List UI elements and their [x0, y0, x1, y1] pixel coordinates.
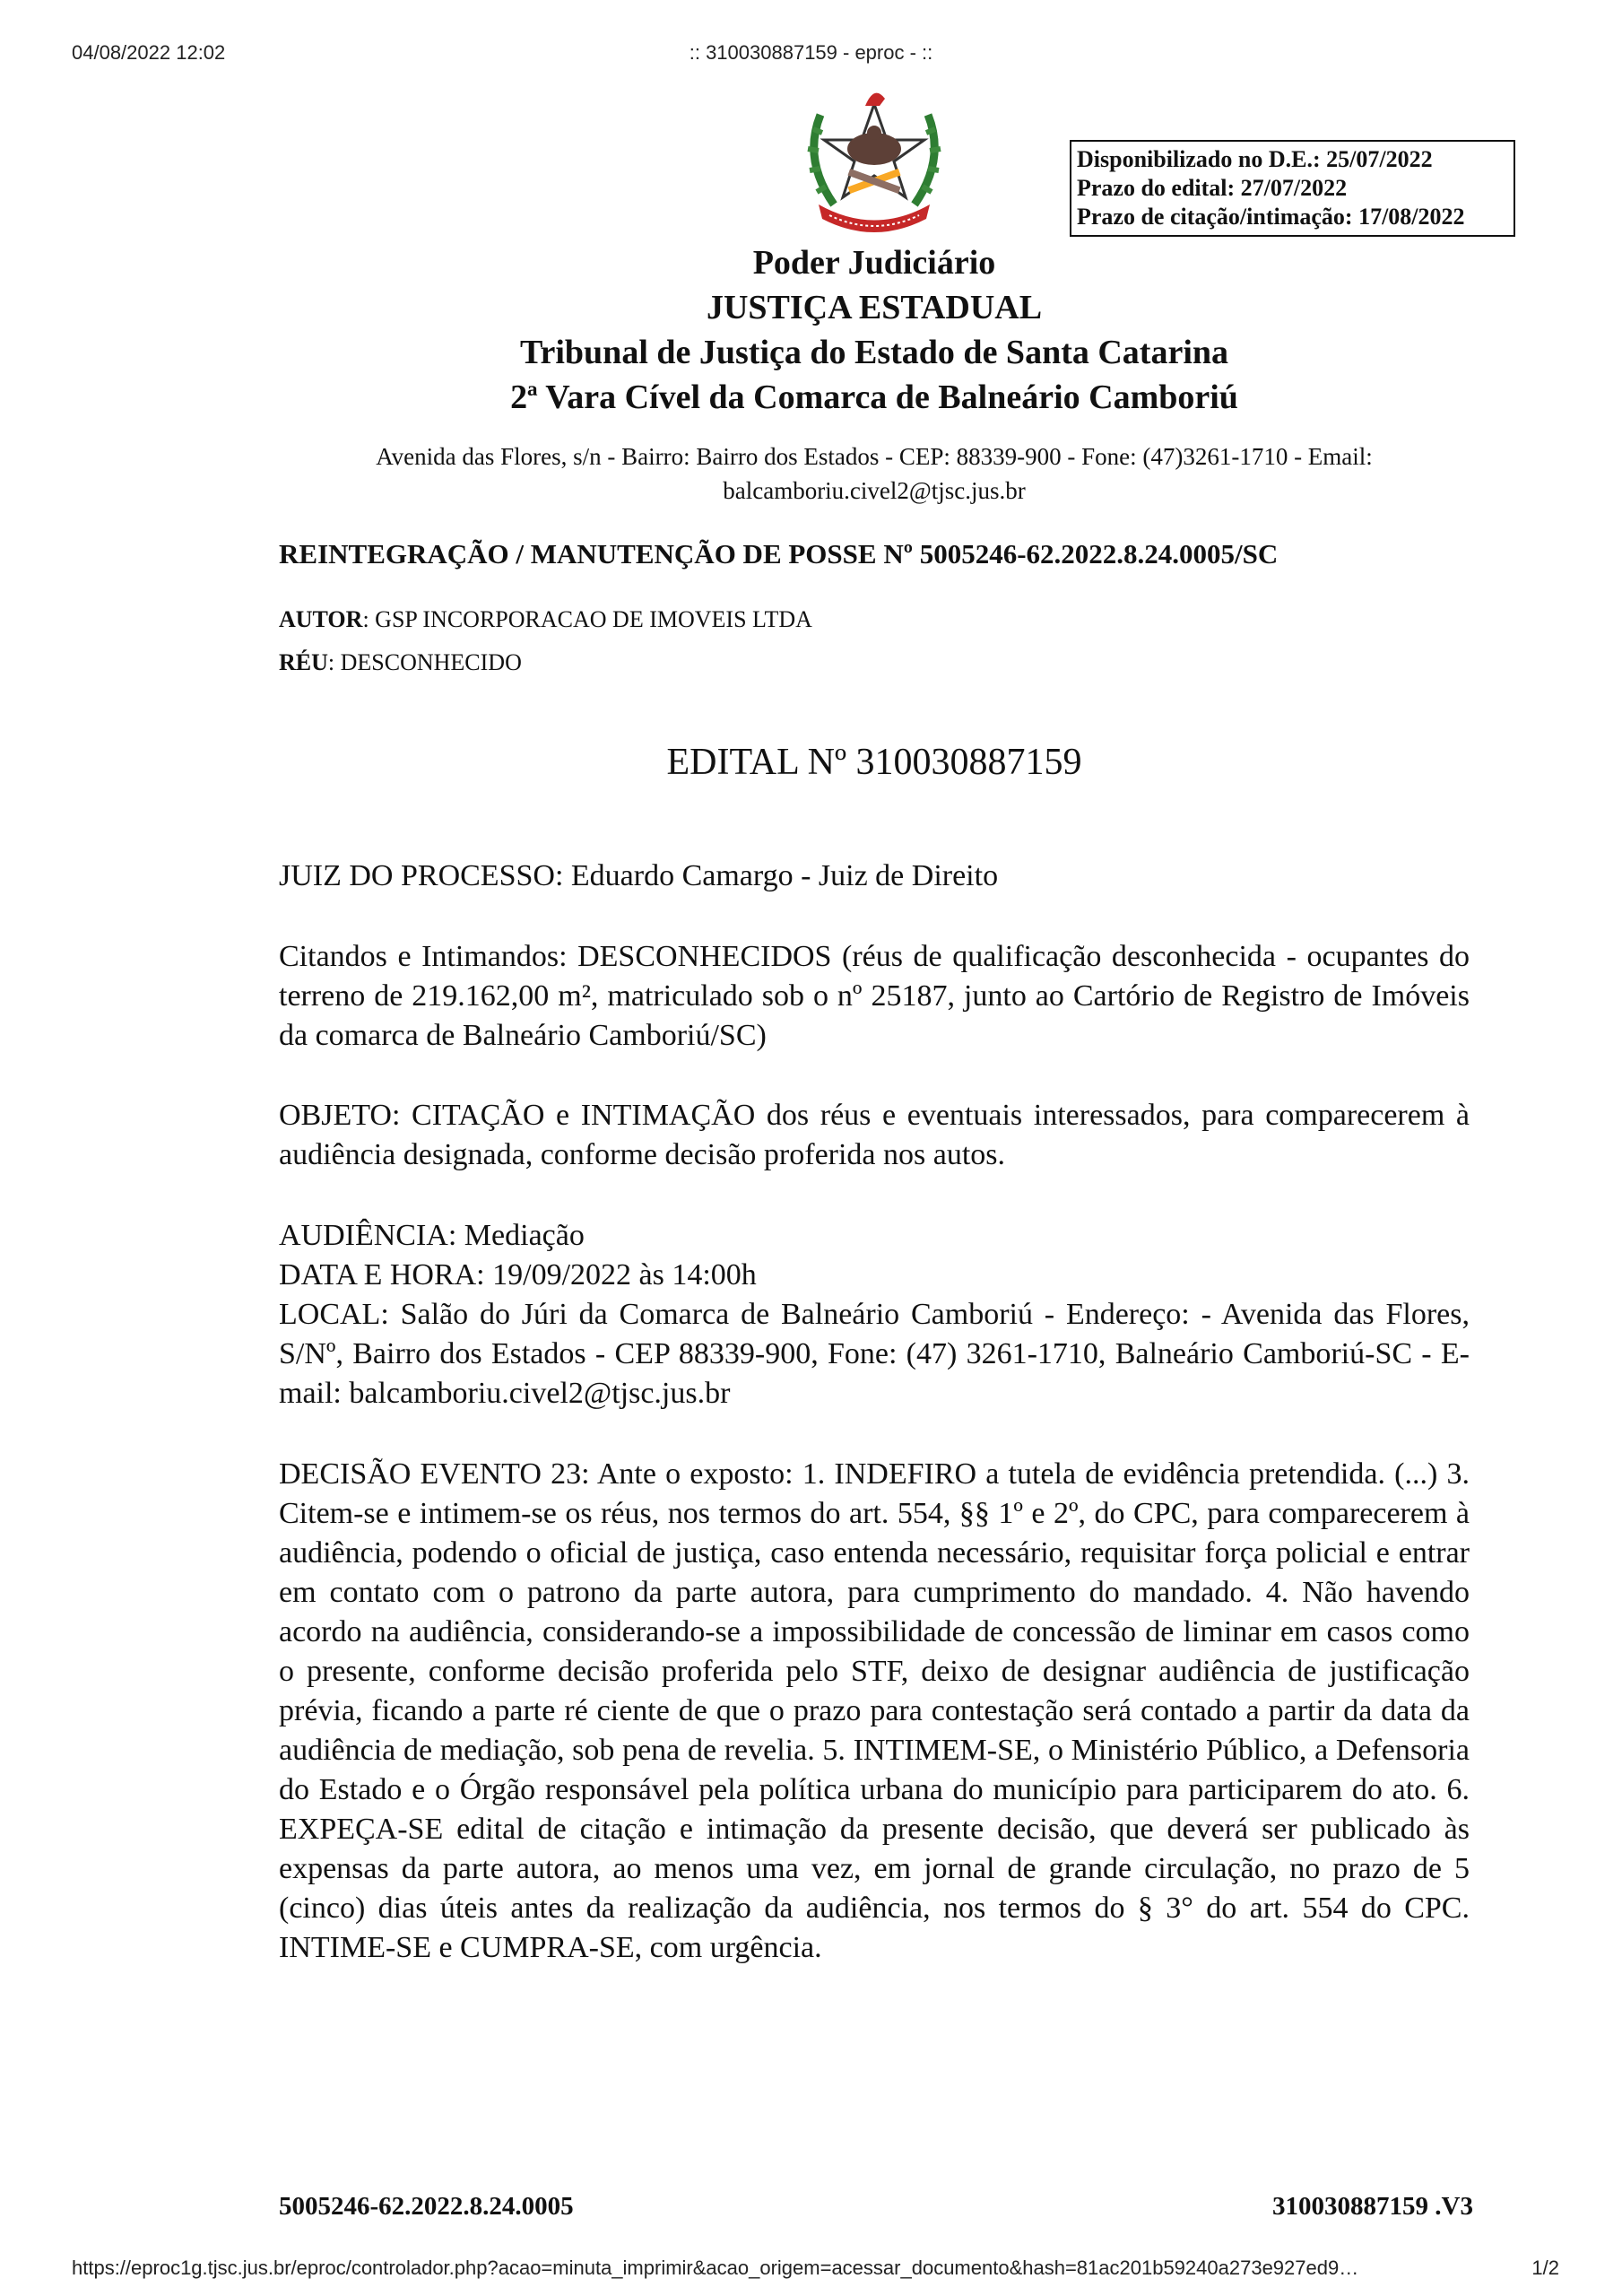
print-url: https://eproc1g.tjsc.jus.br/eproc/controlador.php?acao=minuta_imprimir&acao_origem=acessar_documento&hash=81ac201b59240a273e927ed9… [72, 2257, 1359, 2279]
prazo-citacao-date: Prazo de citação/intimação: 17/08/2022 [1077, 204, 1465, 230]
audiencia-line: AUDIÊNCIA: Mediação [279, 1219, 585, 1252]
print-datetime: 04/08/2022 12:02 [72, 41, 226, 64]
court-address: Avenida das Flores, s/n - Bairro: Bairro dos Estados - CEP: 88339-900 - Fone: (47)3261-1710 - Email: balcamboriu.civel2@tjsc.jus.br [376, 443, 1373, 504]
publication-dates-box [1070, 140, 1515, 237]
autor-line [279, 606, 812, 633]
santa-catarina-coat-of-arms-icon [794, 79, 955, 240]
reu-line [279, 649, 522, 676]
local-line: LOCAL: Salão do Júri da Comarca de Balneário Camboriú - Endereço: - Avenida das Flores, S/Nº, Bairro dos Estados - CEP 88339-900, Fone: (47) 3261-1710, Balneário Camboriú-SC - E-mail: balcamboriu.civel2@tjsc.jus.br [279, 1298, 1470, 1410]
court-line-tribunal: Tribunal de Justiça do Estado de Santa Catarina [519, 334, 1229, 371]
data-hora-line: DATA E HORA: 19/09/2022 às 14:00h [279, 1258, 757, 1292]
disponibilizado-date: Disponibilizado no D.E.: 25/07/2022 [1077, 146, 1433, 172]
objeto-paragraph: OBJETO: CITAÇÃO e INTIMAÇÃO dos réus e eventuais interessados, para comparecerem à audiência designada, conforme decisão proferida nos autos. [279, 1099, 1470, 1171]
audiencia-block [279, 1216, 1470, 1413]
print-page-number: 1/2 [1531, 2257, 1559, 2279]
footer-doc-version: 310030887159 .V3 [1272, 2192, 1473, 2221]
citandos-paragraph: Citandos e Intimandos: DESCONHECIDOS (réus de qualificação desconhecida - ocupantes do terreno de 219.162,00 m², matriculado sob o nº 25187, junto ao Cartório de Registro de Imóveis da comarca de Balneário Camboriú/SC) [279, 940, 1470, 1052]
decisao-paragraph: DECISÃO EVENTO 23: Ante o exposto: 1. INDEFIRO a tutela de evidência pretendida. (...) 3. Citem-se e intimem-se os réus, nos termos do art. 554, §§ 1º e 2º, do CPC, para comparecerem à audiência, podendo o oficial de justiça, caso entenda necessário, requisitar força policial e entrar em contato com o patrono da parte autora, para cumprimento do mandado. 4. Não havendo acordo na audiência, considerando-se a impossibilidade de concessão de liminar em casos como o presente, conforme decisão proferida pelo STF, deixo de designar audiência de justificação prévia, ficando a parte ré ciente de que o prazo para contestação será contado a partir da data da audiência de mediação, sob pena de revelia. 5. INTIMEM-SE, o Ministério Público, a Defensoria do Estado e o Órgão responsável pela política urbana do município para participarem do ato. 6. EXPEÇA-SE edital de citação e intimação da presente decisão, que deverá ser publicado às expensas da parte autora, ao menos uma vez, em jornal de grande circulação, no prazo de 5 (cinco) dias úteis antes da realização da audiência, nos termos do § 3° do art. 554 do CPC. INTIME-SE e CUMPRA-SE, com urgência. [279, 1457, 1470, 1964]
print-page-title: :: 310030887159 - eproc - :: [689, 41, 933, 64]
reu-value: : DESCONHECIDO [327, 649, 522, 675]
court-header [0, 240, 1622, 420]
judge-line: JUIZ DO PROCESSO: Eduardo Camargo - Juiz de Direito [279, 859, 999, 892]
autor-value: : GSP INCORPORACAO DE IMOVEIS LTDA [362, 606, 812, 632]
court-line-justica: JUSTIÇA ESTADUAL [706, 289, 1043, 326]
process-title: REINTEGRAÇÃO / MANUTENÇÃO DE POSSE Nº 5005246-62.2022.8.24.0005/SC [279, 538, 1279, 570]
autor-label: AUTOR [279, 606, 363, 632]
reu-label: RÉU [279, 649, 328, 675]
court-line-vara: 2ª Vara Cível da Comarca de Balneário Camboriú [510, 378, 1238, 416]
footer-process-number: 5005246-62.2022.8.24.0005 [279, 2192, 574, 2221]
edital-title: EDITAL Nº 310030887159 [666, 742, 1082, 783]
court-line-poder: Poder Judiciário [752, 244, 996, 282]
prazo-edital-date: Prazo do edital: 27/07/2022 [1077, 175, 1348, 201]
